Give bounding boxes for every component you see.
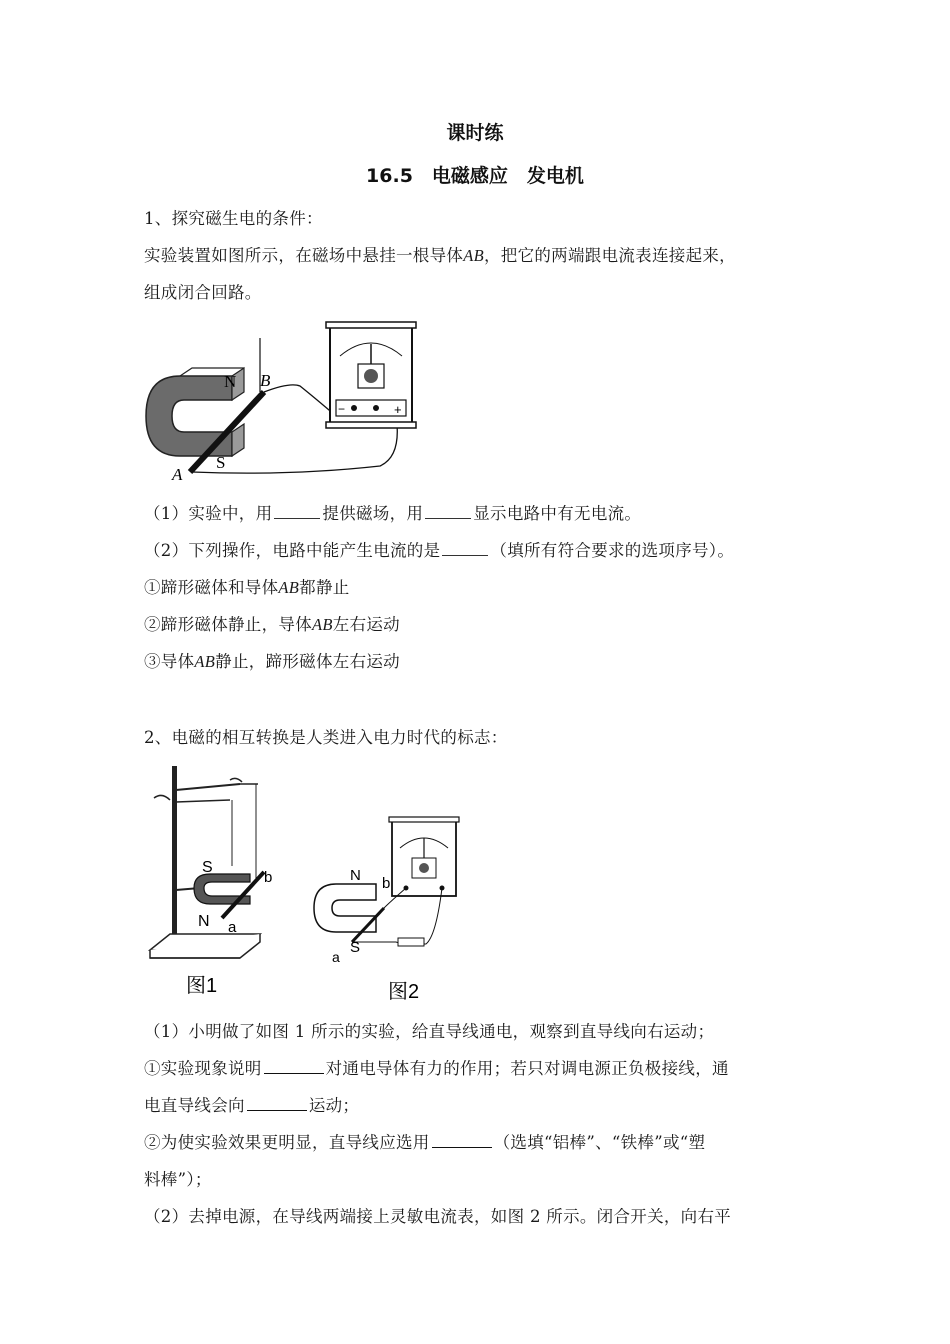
fig1-label-b: b	[264, 869, 273, 886]
q1-option3-ab: AB	[194, 652, 216, 671]
q1-option2-text-a: ②蹄形磁体静止，导体	[144, 615, 312, 634]
blank-options[interactable]	[442, 541, 488, 556]
horseshoe-magnet-icon	[194, 874, 250, 904]
q1-option1-text-a: ①蹄形磁体和导体	[144, 578, 279, 597]
q2-sub1-text-b: 对通电导体有力的作用；若只对调电源正负极接线，通	[325, 1059, 729, 1078]
q1-intro-text-b: ，把它的两端跟电流表连接起来，	[483, 246, 736, 265]
blank-material[interactable]	[432, 1133, 492, 1148]
page-subtitle: 16.5 电磁感应 发电机	[366, 165, 584, 187]
q1-part1-text-a: （1）实验中，用	[144, 504, 273, 523]
q1-intro-text-a: 实验装置如图所示，在磁场中悬挂一根导体	[144, 246, 464, 265]
q1-figure	[140, 316, 430, 488]
fig2-caption: 图2	[388, 981, 420, 1003]
label-b: B	[260, 371, 271, 390]
label-s: S	[216, 453, 226, 472]
q2-sub1-line2	[144, 1092, 359, 1116]
fig2-label-s: S	[350, 939, 361, 956]
fig2-label-a: a	[332, 949, 340, 965]
galvanometer-icon	[389, 817, 459, 896]
blank-meter[interactable]	[425, 504, 471, 519]
q2-sub2-line2: 料棒”）；	[144, 1170, 212, 1189]
fig1-label-s: S	[202, 859, 213, 876]
q2-figure2	[306, 816, 466, 1006]
switch-icon	[398, 938, 424, 946]
q1-option1	[144, 574, 350, 598]
blank-magnet[interactable]	[274, 504, 320, 519]
fig2-label-b: b	[382, 875, 391, 892]
q2-sub2-text-b: （选填“铝棒”、“铁棒”或“塑	[493, 1133, 706, 1152]
q1-part1-text-c: 显示电路中有无电流。	[473, 504, 642, 523]
label-n: N	[224, 372, 237, 391]
q1-intro-ab: AB	[463, 246, 484, 265]
q2-sub2-line1	[144, 1129, 705, 1153]
q2-part2: （2）去掉电源，在导线两端接上灵敏电流表，如图 2 所示。闭合开关，向右平	[144, 1207, 732, 1226]
q2-sub1-line1	[144, 1055, 729, 1079]
q1-part2-text-b: （填所有符合要求的选项序号）。	[490, 541, 735, 560]
page-title: 课时练	[446, 122, 504, 144]
q2-sub1-text-c: 电直导线会向	[144, 1096, 245, 1115]
q1-option2-text-b: 左右运动	[332, 615, 400, 634]
q1-option2-ab: AB	[312, 615, 333, 634]
q1-intro-line1	[144, 242, 736, 266]
blank-direction[interactable]	[247, 1096, 307, 1111]
q2-sub2-text-a: ②为使实验效果更明显，直导线应选用	[144, 1133, 430, 1152]
q2-sub1-text-a: ①实验现象说明	[144, 1059, 262, 1078]
q1-part2-text-a: （2）下列操作，电路中能产生电流的是	[144, 541, 441, 560]
q1-option1-text-b: 都静止	[299, 578, 350, 597]
fig2-label-n: N	[350, 867, 361, 884]
q2-part1: （1）小明做了如图 1 所示的实验，给直导线通电，观察到直导线向右运动；	[144, 1022, 715, 1041]
q1-option3-text-a: ③导体	[144, 652, 195, 671]
q1-intro-line2: 组成闭合回路。	[144, 283, 262, 302]
q1-part1	[144, 500, 641, 524]
q1-option3-text-b: 静止，蹄形磁体左右运动	[215, 652, 400, 671]
fig1-label-n: N	[198, 913, 210, 930]
plus-terminal-label: +	[394, 402, 402, 417]
minus-terminal-label: −	[338, 402, 346, 416]
q2-figure1	[140, 762, 290, 1002]
label-a: A	[172, 465, 183, 484]
blank-force-source[interactable]	[264, 1059, 324, 1074]
q1-part1-text-b: 提供磁场，用	[322, 504, 424, 523]
q1-option2	[144, 611, 400, 635]
fig1-label-a: a	[228, 919, 237, 936]
q1-option1-ab: AB	[278, 578, 300, 597]
wire-top	[264, 385, 336, 416]
q1-heading: 1、探究磁生电的条件：	[144, 209, 323, 228]
q1-part2	[144, 537, 734, 561]
fig1-caption: 图1	[186, 975, 218, 997]
q2-heading: 2、电磁的相互转换是人类进入电力时代的标志：	[144, 728, 508, 747]
q2-sub1-text-d: 运动；	[308, 1096, 360, 1115]
q1-option3	[144, 648, 400, 672]
